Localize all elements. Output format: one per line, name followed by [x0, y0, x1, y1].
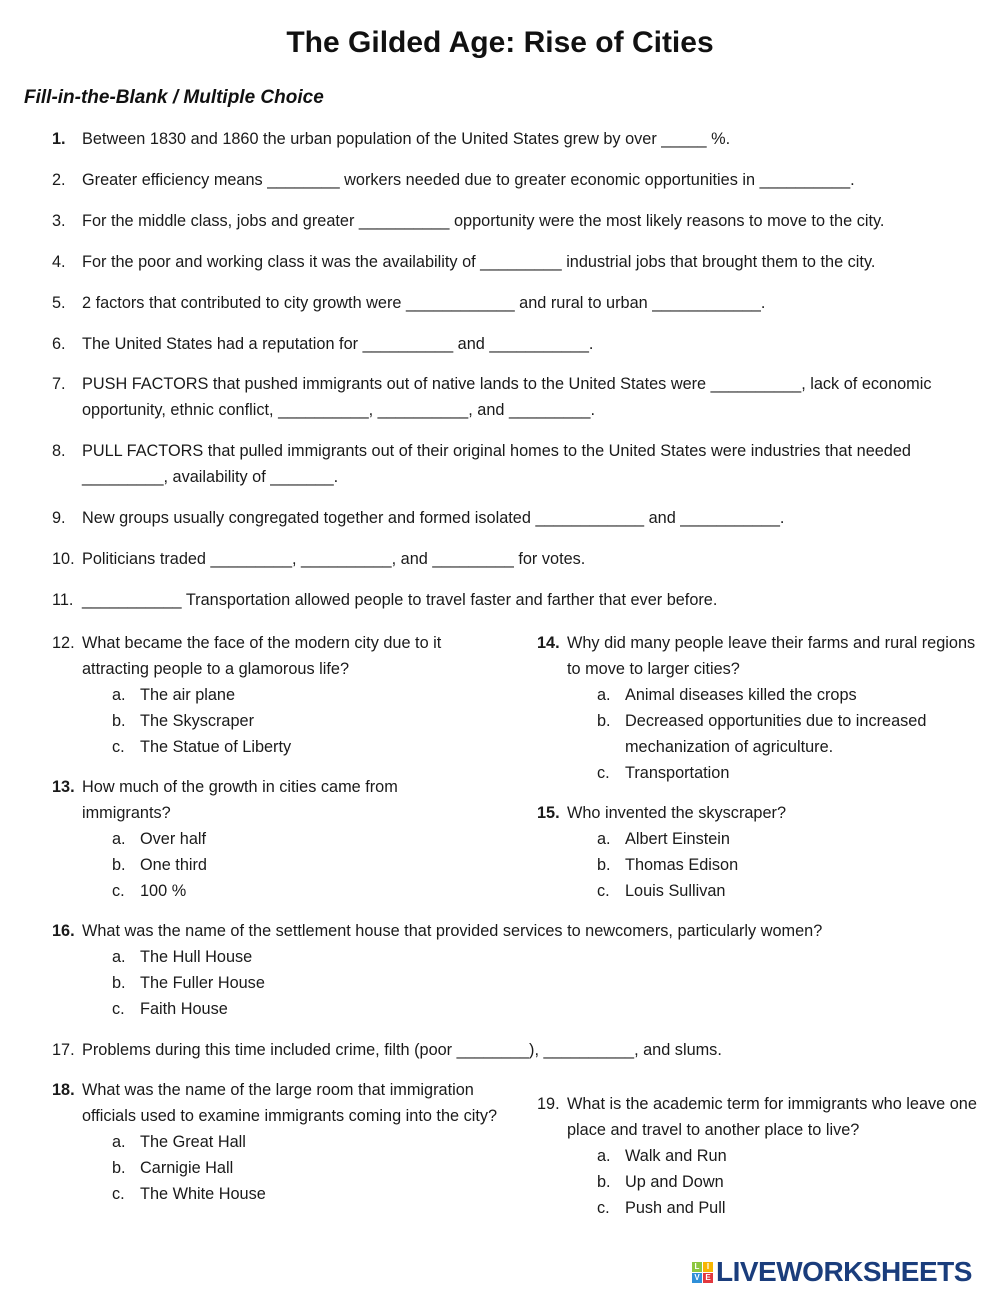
option-text: The Statue of Liberty — [140, 738, 292, 756]
answer-option[interactable] — [597, 826, 977, 852]
option-letter: a. — [112, 948, 126, 966]
option-letter: c. — [112, 1185, 125, 1203]
question-number: 19. — [537, 1095, 560, 1113]
question-text: Problems during this time included crime, filth (poor ________), __________, and slums. — [82, 1041, 722, 1059]
answer-option[interactable] — [597, 1143, 997, 1169]
option-letter: b. — [112, 856, 126, 874]
logo-tile: V — [692, 1273, 702, 1283]
question-number: 3. — [52, 212, 66, 230]
question-18 — [52, 1077, 502, 1207]
answer-option[interactable] — [112, 734, 502, 760]
question-number: 6. — [52, 335, 66, 353]
option-text: 100 % — [140, 882, 187, 900]
question-text: ___________ Transportation allowed people to travel faster and farther that ever before. — [82, 591, 718, 609]
option-letter: b. — [597, 712, 611, 730]
option-letter: c. — [112, 738, 125, 756]
option-letter: c. — [112, 882, 125, 900]
option-letter: b. — [112, 712, 126, 730]
question-number: 4. — [52, 253, 66, 271]
option-text: The Hull House — [140, 948, 253, 966]
question-number: 15. — [537, 804, 560, 822]
question-11 — [52, 587, 1000, 613]
question-15 — [537, 800, 977, 904]
option-text: Louis Sullivan — [625, 882, 726, 900]
question-text: New groups usually congregated together and formed isolated ____________ and ___________. — [82, 509, 785, 527]
answer-option[interactable] — [112, 1155, 502, 1181]
option-text: Over half — [140, 830, 207, 848]
question-text: Who invented the skyscraper? — [567, 804, 787, 822]
answer-option[interactable] — [597, 708, 977, 760]
option-text: Up and Down — [625, 1173, 724, 1191]
answer-option[interactable] — [112, 970, 1000, 996]
question-number: 1. — [52, 130, 66, 148]
question-text: For the poor and working class it was the availability of _________ industrial jobs that brought them to the city. — [82, 253, 876, 271]
question-10 — [52, 546, 1000, 572]
question-text: What was the name of the large room that immigration officials used to examine immigrants coming into the city? — [82, 1081, 498, 1125]
option-letter: a. — [112, 686, 126, 704]
option-letter: a. — [597, 686, 611, 704]
question-5 — [52, 290, 1000, 316]
question-19 — [537, 1091, 997, 1221]
option-text: Animal diseases killed the crops — [625, 686, 857, 704]
option-text: Decreased opportunities due to increased mechanization of agriculture. — [625, 712, 927, 756]
question-text: What was the name of the settlement house that provided services to newcomers, particularly women? — [82, 922, 823, 940]
question-text: What is the academic term for immigrants who leave one place and travel to another place to live? — [567, 1095, 977, 1139]
question-8 — [52, 438, 952, 490]
option-text: The White House — [140, 1185, 266, 1203]
answer-option[interactable] — [112, 682, 502, 708]
question-3 — [52, 208, 1000, 234]
answer-option[interactable] — [112, 1181, 502, 1207]
option-letter: a. — [112, 1133, 126, 1151]
logo-tile: I — [703, 1262, 713, 1272]
option-letter: a. — [112, 830, 126, 848]
answer-option[interactable] — [112, 708, 502, 734]
answer-option[interactable] — [112, 878, 482, 904]
question-text: Why did many people leave their farms and rural regions to move to larger cities? — [567, 634, 976, 678]
answer-option[interactable] — [112, 944, 1000, 970]
question-4 — [52, 249, 1000, 275]
option-letter: b. — [597, 856, 611, 874]
question-text: The United States had a reputation for __________ and ___________. — [82, 335, 594, 353]
answer-option[interactable] — [112, 996, 1000, 1022]
option-text: Carnigie Hall — [140, 1159, 234, 1177]
option-letter: c. — [597, 882, 610, 900]
question-14 — [537, 630, 977, 786]
option-text: Albert Einstein — [625, 830, 730, 848]
question-text: Between 1830 and 1860 the urban population of the United States grew by over _____ %. — [82, 130, 731, 148]
option-text: The Skyscraper — [140, 712, 255, 730]
option-text: Transportation — [625, 764, 730, 782]
question-number: 14. — [537, 634, 560, 652]
option-letter: b. — [597, 1173, 611, 1191]
answer-option[interactable] — [597, 1195, 997, 1221]
question-number: 11. — [52, 591, 74, 609]
question-text: For the middle class, jobs and greater __________ opportunity were the most likely reasons to move to the city. — [82, 212, 885, 230]
question-text: What became the face of the modern city due to it attracting people to a glamorous life? — [82, 634, 442, 678]
option-letter: a. — [597, 1147, 611, 1165]
question-13 — [52, 774, 482, 904]
logo-tile: E — [703, 1273, 713, 1283]
question-number: 18. — [52, 1081, 75, 1099]
option-text: Walk and Run — [625, 1147, 727, 1165]
question-16 — [52, 918, 1000, 1022]
option-letter: b. — [112, 974, 126, 992]
question-text: PUSH FACTORS that pushed immigrants out of native lands to the United States were __________, lack of economic opportunity, ethnic conflict, __________, __________, and _________. — [82, 375, 932, 419]
question-number: 13. — [52, 778, 75, 796]
question-number: 9. — [52, 509, 66, 527]
question-number: 5. — [52, 294, 66, 312]
answer-option[interactable] — [597, 878, 977, 904]
live-tiles-icon — [692, 1262, 713, 1283]
option-letter: c. — [112, 1000, 125, 1018]
option-text: Thomas Edison — [625, 856, 739, 874]
question-number: 17. — [52, 1041, 75, 1059]
section-subtitle: Fill-in-the-Blank / Multiple Choice — [24, 87, 324, 108]
option-letter: a. — [597, 830, 611, 848]
answer-option[interactable] — [597, 682, 977, 708]
question-text: Politicians traded _________, __________, and _________ for votes. — [82, 550, 586, 568]
question-6 — [52, 331, 1000, 357]
question-number: 12. — [52, 634, 75, 652]
question-number: 16. — [52, 922, 75, 940]
question-17 — [52, 1037, 1000, 1063]
option-text: One third — [140, 856, 207, 874]
option-letter: c. — [597, 764, 610, 782]
question-text: PULL FACTORS that pulled immigrants out of their original homes to the United States were industries that needed _________, availability of _______. — [82, 442, 911, 486]
option-letter: c. — [597, 1199, 610, 1217]
logo-tile: L — [692, 1262, 702, 1272]
option-letter: b. — [112, 1159, 126, 1177]
question-number: 2. — [52, 171, 66, 189]
question-7 — [52, 371, 942, 423]
question-9 — [52, 505, 1000, 531]
answer-option[interactable] — [112, 1129, 502, 1155]
logo-wordmark: LIVEWORKSHEETS — [716, 1256, 972, 1287]
answer-option[interactable] — [112, 852, 482, 878]
question-number: 8. — [52, 442, 66, 460]
question-number: 7. — [52, 375, 66, 393]
question-1 — [52, 126, 1000, 152]
question-2 — [52, 167, 1000, 193]
question-number: 10. — [52, 550, 75, 568]
answer-option[interactable] — [112, 826, 482, 852]
page-title: The Gilded Age: Rise of Cities — [286, 26, 714, 59]
answer-option[interactable] — [597, 852, 977, 878]
question-12 — [52, 630, 502, 760]
option-text: The air plane — [140, 686, 236, 704]
option-text: Faith House — [140, 1000, 228, 1018]
question-text: Greater efficiency means ________ workers needed due to greater economic opportunities in __________. — [82, 171, 855, 189]
question-text: 2 factors that contributed to city growth were ____________ and rural to urban ____________. — [82, 294, 766, 312]
answer-option[interactable] — [597, 760, 977, 786]
option-text: Push and Pull — [625, 1199, 726, 1217]
option-text: The Great Hall — [140, 1133, 246, 1151]
answer-option[interactable] — [597, 1169, 997, 1195]
question-text: How much of the growth in cities came from immigrants? — [82, 778, 398, 822]
liveworksheets-logo — [692, 1256, 972, 1288]
option-text: The Fuller House — [140, 974, 265, 992]
